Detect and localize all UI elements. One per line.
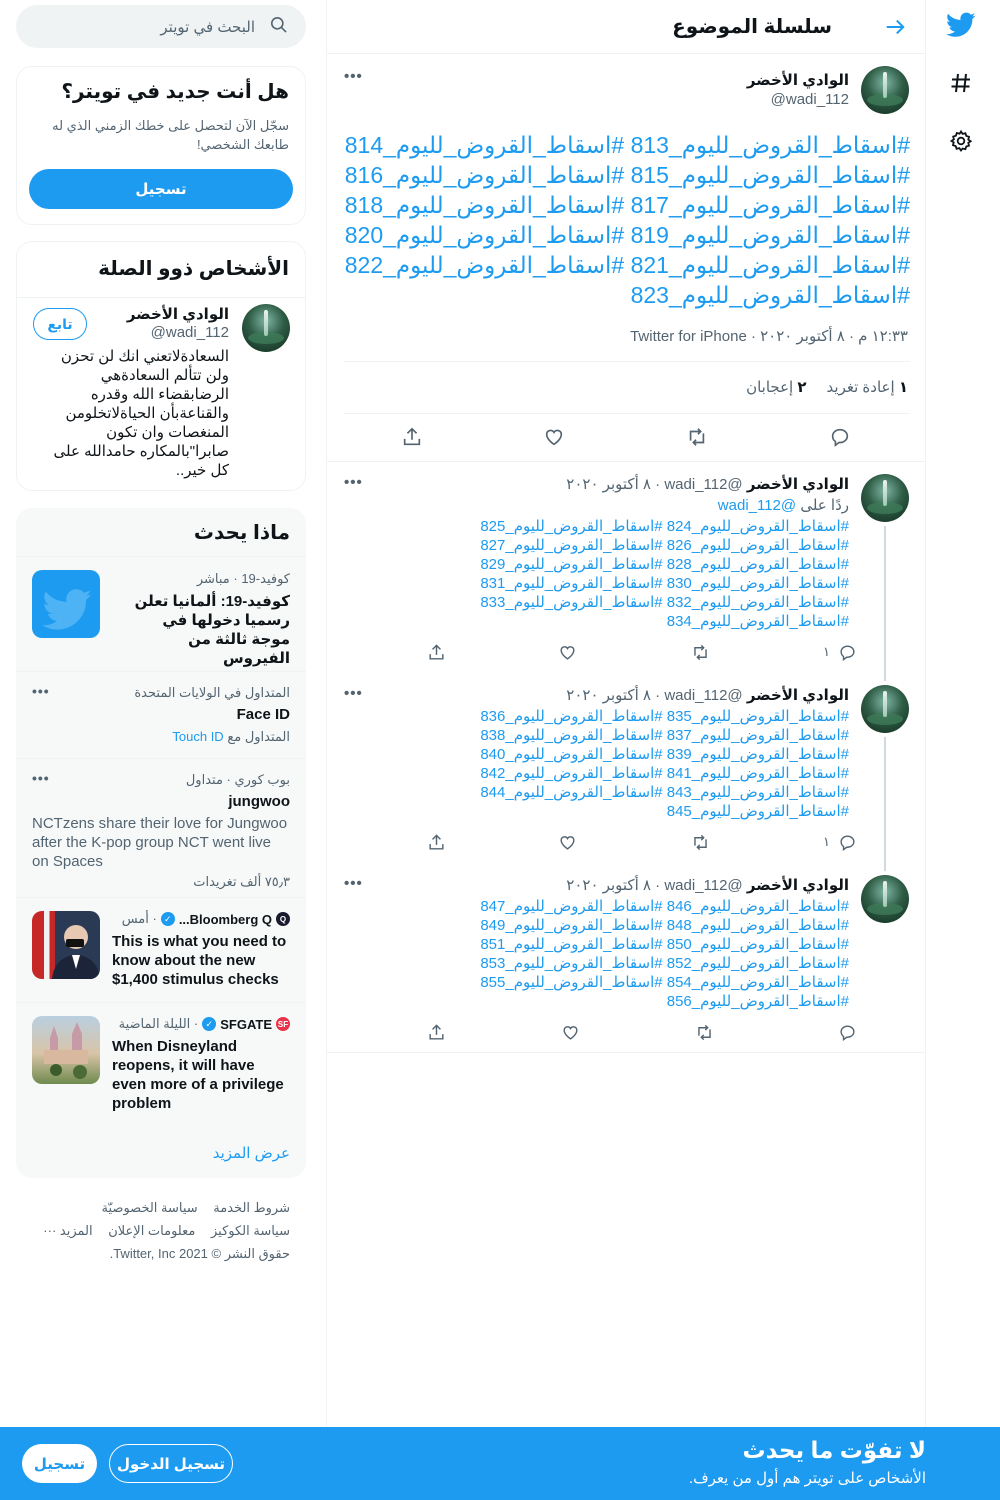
signup-card-title: هل أنت جديد في تويتر؟ <box>61 81 289 103</box>
cookies-link[interactable]: سياسة الكوكيز <box>210 1223 290 1238</box>
signup-button[interactable]: تسجيل <box>22 1444 97 1483</box>
author-handle[interactable]: @wadi_112 <box>770 91 849 108</box>
share-icon[interactable] <box>427 1021 446 1043</box>
tweet-actions <box>427 831 857 853</box>
trend-item[interactable] <box>16 556 306 671</box>
like-icon[interactable] <box>558 641 577 663</box>
trend-item[interactable] <box>16 671 306 758</box>
reply-header <box>566 686 849 704</box>
tweet-date[interactable]: · ٨ أكتوبر ٢٠٢٠ <box>566 687 661 704</box>
bloomberg-logo-icon: Q <box>276 912 290 926</box>
trend-item[interactable] <box>16 758 306 897</box>
thread-header <box>327 0 925 54</box>
page-title: سلسلة الموضوع <box>672 16 832 38</box>
bottom-bar-title: لا تفوّت ما يحدث <box>742 1437 926 1463</box>
trend-meta: كوفيد-19 · مباشر <box>196 571 290 586</box>
related-title: الأشخاص ذوو الصلة <box>98 258 289 280</box>
more-icon[interactable]: ••• <box>32 683 50 699</box>
divider <box>17 297 305 298</box>
tweet-text[interactable]: #اسقاط_القروض_لليوم_824 #اسقاط_القروض_لليوم_825 #اسقاط_القروض_لليوم_826 #اسقاط_القروض_لليوم_827 #اسقاط_القروض_لليوم_828 #اسقاط_القروض_لليوم_829 #اسقاط_القروض_لليوم_830 #اسقاط_القروض_لليوم_831 #اسقاط_القروض_لليوم_832 #اسقاط_القروض_لليوم_833 #اسقاط_القروض_لليوم_834 <box>480 518 849 630</box>
author-handle[interactable]: @wadi_112 <box>664 476 743 493</box>
avatar[interactable] <box>861 875 909 923</box>
like-icon[interactable] <box>561 1021 580 1043</box>
news-title: This is what you need to know about the new $1,400 stimulus checks <box>112 933 287 988</box>
trend-related: المتداول مع Touch ID <box>172 729 290 744</box>
avatar[interactable] <box>861 474 909 522</box>
like-icon[interactable] <box>543 426 565 448</box>
author-name[interactable]: الوادي الأخضر <box>746 687 849 704</box>
likes-stat[interactable]: ٢ إعجابان <box>746 379 807 396</box>
reply-header <box>566 475 849 493</box>
focus-tweet <box>327 54 925 462</box>
reply-header <box>566 876 849 894</box>
nav-rail <box>925 0 1000 1427</box>
tweet-actions <box>427 641 857 663</box>
related-user-bio: السعادةلاتعني انك لن تحزن ولن تتألم السعادةهي الرضابقضاء الله وقدره والقناعةبأن الحياةلاتخلومن المنغصات وان تكون صابرا"بالمكاره حامدالله على كل خير.. <box>53 348 229 479</box>
trend-meta: المتداول في الولايات المتحدة <box>134 685 290 700</box>
retweet-icon[interactable] <box>690 641 711 663</box>
verified-badge-icon: ✓ <box>202 1017 216 1031</box>
tweet-actions <box>427 1021 857 1043</box>
trend-description: NCTzens share their love for Jungwoo after the K-pop group NCT went live on Spaces <box>32 815 288 870</box>
reply-tweet <box>327 863 925 1053</box>
copyright: حقوق النشر © 2021 Twitter, Inc. <box>109 1246 290 1261</box>
settings-icon[interactable] <box>940 120 982 162</box>
retweet-icon[interactable] <box>694 1021 715 1043</box>
tweet-date[interactable]: · ٨ أكتوبر ٢٠٢٠ <box>566 877 661 894</box>
news-title: When Disneyland reopens, it will have even more of a privilege problem <box>112 1038 284 1112</box>
tweet-text[interactable]: #اسقاط_القروض_لليوم_813 #اسقاط_القروض_لليوم_814 #اسقاط_القروض_لليوم_815 #اسقاط_القروض_لليوم_816 #اسقاط_القروض_لليوم_817 #اسقاط_القروض_لليوم_818 #اسقاط_القروض_لليوم_819 #اسقاط_القروض_لليوم_820 #اسقاط_القروض_لليوم_821 #اسقاط_القروض_لليوم_822 #اسقاط_القروض_لليوم_823 <box>344 132 910 308</box>
reply-count: ١ <box>822 644 830 659</box>
share-icon[interactable] <box>401 426 423 448</box>
search-placeholder: البحث في تويتر <box>160 18 255 36</box>
news-thumbnail <box>32 911 100 979</box>
show-more-link[interactable]: عرض المزيد <box>212 1145 290 1162</box>
bottom-signup-bar <box>0 1427 1000 1500</box>
related-user-name[interactable]: الوادي الأخضر <box>126 306 229 323</box>
reply-tweet <box>327 673 925 863</box>
more-icon[interactable]: ••• <box>32 770 50 786</box>
author-handle[interactable]: @wadi_112 <box>664 687 743 704</box>
trend-title: Face ID <box>236 706 290 723</box>
thread-line <box>884 737 886 871</box>
twitter-bird-icon <box>32 570 100 638</box>
reply-tweet <box>327 462 925 673</box>
replying-to: ردًا على @wadi_112 <box>717 497 849 514</box>
reply-count: ١ <box>822 834 830 849</box>
verified-badge-icon: ✓ <box>161 912 175 926</box>
like-icon[interactable] <box>558 831 577 853</box>
tweet-timestamp[interactable]: ١٢:٣٣ م · ٨ أكتوبر ٢٠٢٠ · Twitter for iPhone <box>630 328 908 345</box>
author-name[interactable]: الوادي الأخضر <box>746 877 849 894</box>
twitter-bird-icon[interactable] <box>940 4 982 46</box>
avatar[interactable] <box>242 304 290 352</box>
tweet-date[interactable]: · ٨ أكتوبر ٢٠٢٠ <box>566 476 661 493</box>
tweet-stats <box>746 378 908 396</box>
more-link[interactable]: المزيد ··· <box>43 1223 93 1238</box>
author-name[interactable]: الوادي الأخضر <box>746 476 849 493</box>
divider <box>344 413 910 414</box>
terms-link[interactable]: شروط الخدمة <box>213 1200 290 1215</box>
avatar[interactable] <box>861 685 909 733</box>
reply-icon[interactable] <box>823 831 857 853</box>
trend-related-link[interactable]: Touch ID <box>172 729 224 744</box>
bottom-bar-subtitle: الأشخاص على تويتر هم أول من يعرف. <box>688 1470 926 1487</box>
avatar[interactable] <box>861 66 909 114</box>
share-icon[interactable] <box>427 641 446 663</box>
share-icon[interactable] <box>427 831 446 853</box>
news-source: Q Bloomberg Q... ✓ · أمس <box>112 911 290 927</box>
signup-card-text: سجّل الآن لتحصل على خطك الزمني الذي له طابعك الشخصي! <box>52 118 289 152</box>
ads-info-link[interactable]: معلومات الإعلان <box>108 1223 196 1238</box>
trend-count: ٧٥٫٣ ألف تغريدات <box>193 874 290 889</box>
signup-button[interactable]: تسجيل <box>29 169 293 209</box>
tweet-text[interactable]: #اسقاط_القروض_لليوم_846 #اسقاط_القروض_لليوم_847 #اسقاط_القروض_لليوم_848 #اسقاط_القروض_لليوم_849 #اسقاط_القروض_لليوم_850 #اسقاط_القروض_لليوم_851 #اسقاط_القروض_لليوم_852 #اسقاط_القروض_لليوم_853 #اسقاط_القروض_لليوم_854 #اسقاط_القروض_لليوم_855 #اسقاط_القروض_لليوم_856 <box>480 898 849 1010</box>
tweet-text[interactable]: #اسقاط_القروض_لليوم_835 #اسقاط_القروض_لليوم_836 #اسقاط_القروض_لليوم_837 #اسقاط_القروض_لليوم_838 #اسقاط_القروض_لليوم_839 #اسقاط_القروض_لليوم_840 #اسقاط_القروض_لليوم_841 #اسقاط_القروض_لليوم_842 #اسقاط_القروض_لليوم_843 #اسقاط_القروض_لليوم_844 #اسقاط_القروض_لليوم_845 <box>480 708 849 820</box>
reply-icon[interactable] <box>823 641 857 663</box>
news-item[interactable] <box>16 897 306 1002</box>
trend-title: كوفيد-19: ألمانيا تعلن رسميا دخولها في موجة ثالثة من الفيروس <box>134 593 290 667</box>
sfgate-logo-icon: SF <box>276 1017 290 1031</box>
divider <box>344 361 910 362</box>
news-thumbnail <box>32 1016 100 1084</box>
replying-to-link[interactable]: @wadi_112 <box>717 497 797 514</box>
search-input[interactable] <box>16 5 306 48</box>
author-handle[interactable]: @wadi_112 <box>664 877 743 894</box>
related-people-card <box>16 241 306 491</box>
main-column <box>326 0 926 1427</box>
news-source: SF SFGATE ✓ · الليلة الماضية <box>118 1016 289 1032</box>
footer-links <box>20 1196 290 1265</box>
more-icon[interactable]: ••• <box>344 474 363 491</box>
retweet-icon[interactable] <box>685 426 709 448</box>
related-user-handle[interactable]: @wadi_112 <box>150 324 229 341</box>
more-icon[interactable]: ••• <box>344 875 363 892</box>
trends-card <box>16 508 306 1178</box>
trend-title: jungwoo <box>228 793 290 810</box>
hashtag-icon[interactable] <box>940 62 982 104</box>
signup-card <box>16 66 306 225</box>
reply-icon[interactable] <box>830 1021 857 1043</box>
author-name[interactable]: الوادي الأخضر <box>746 72 849 89</box>
privacy-link[interactable]: سياسة الخصوصيّة <box>101 1200 198 1215</box>
more-icon[interactable]: ••• <box>344 68 363 85</box>
trends-title: ماذا يحدث <box>193 522 290 544</box>
tweet-actions <box>401 426 851 448</box>
news-item[interactable] <box>16 1002 306 1126</box>
reply-icon[interactable] <box>829 426 851 448</box>
login-button[interactable]: تسجيل الدخول <box>109 1444 233 1483</box>
more-icon[interactable]: ••• <box>344 685 363 702</box>
thread-line <box>884 526 886 681</box>
retweet-icon[interactable] <box>690 831 711 853</box>
trend-meta: بوب كوري · متداول <box>185 772 290 787</box>
retweets-stat[interactable]: ١ إعادة تغريد <box>826 379 908 396</box>
search-icon <box>269 15 288 39</box>
follow-button[interactable]: تابع <box>33 308 87 340</box>
back-arrow-icon[interactable] <box>882 14 908 40</box>
